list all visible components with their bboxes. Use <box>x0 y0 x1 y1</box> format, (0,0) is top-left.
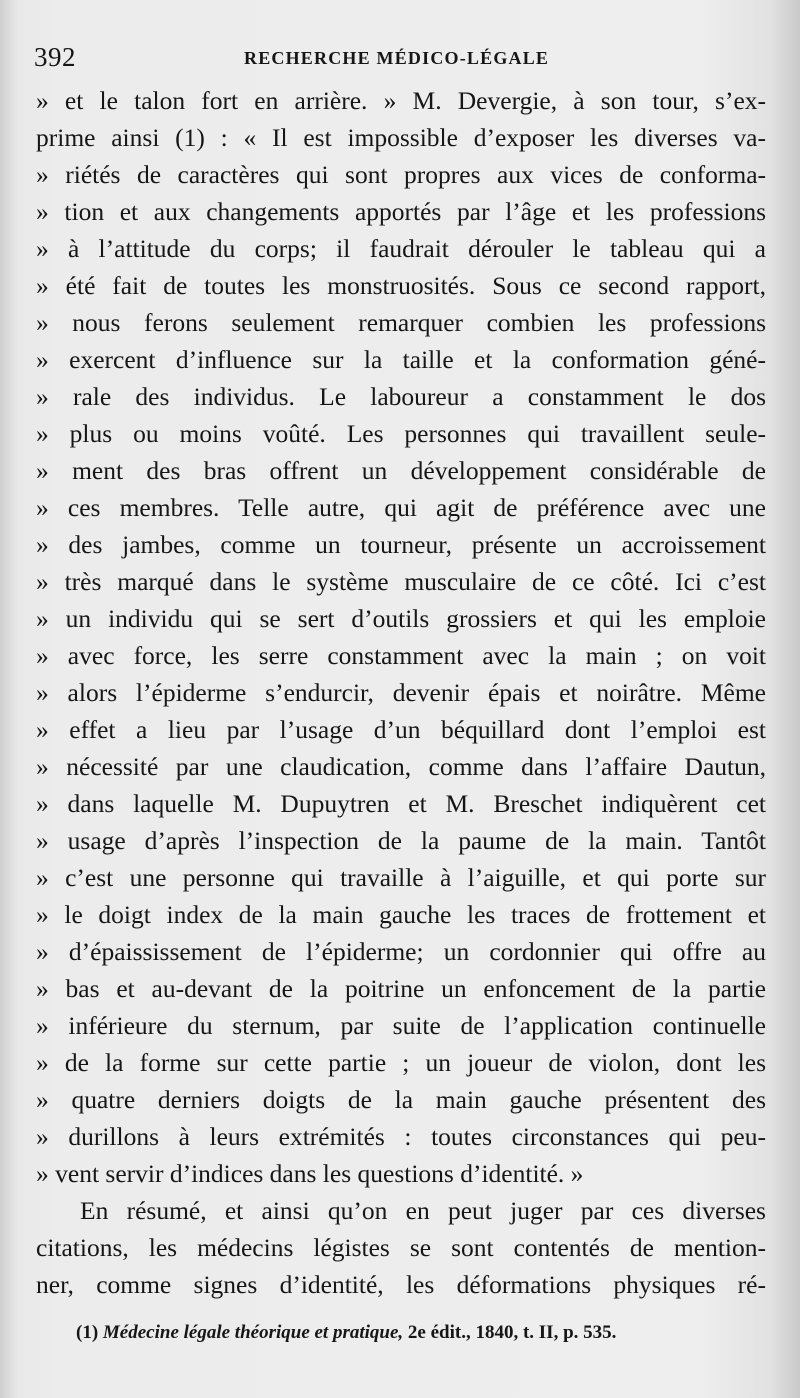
footnote-title: Médecine légale théorique et pratique, <box>102 1322 404 1343</box>
text-line: » durillons à leurs extrémités : toutes circonstances qui peu- <box>36 1122 766 1151</box>
text-line: prime ainsi (1) : « Il est impossible d’exposer les diverses va- <box>36 123 766 152</box>
text-line: » et le talon fort en arrière. » M. Devergie, à son tour, s’ex- <box>36 86 766 115</box>
text-line: » des jambes, comme un tourneur, présente un accroissement <box>36 530 766 559</box>
text-line: » c’est une personne qui travaille à l’aiguille, et qui porte sur <box>36 863 766 892</box>
text-line: ner, comme signes d’identité, les déformations physiques ré- <box>36 1270 766 1299</box>
text-line: » ces membres. Telle autre, qui agit de préférence avec une <box>36 493 766 522</box>
text-line: citations, les médecins légistes se sont contentés de mention- <box>36 1233 766 1262</box>
text-line: » inférieure du sternum, par suite de l’application continuelle <box>36 1011 766 1040</box>
footnote <box>76 1318 776 1348</box>
text-line: » rale des individus. Le laboureur a constamment le dos <box>36 382 766 411</box>
text-line: » été fait de toutes les monstruosités. Sous ce second rapport, <box>36 271 766 300</box>
text-line: » de la forme sur cette partie ; un joueur de violon, dont les <box>36 1048 766 1077</box>
text-line: » bas et au-devant de la poitrine un enfoncement de la partie <box>36 974 766 1003</box>
text-line: » exercent d’influence sur la taille et la conformation géné- <box>36 345 766 374</box>
text-line: » quatre derniers doigts de la main gauche présentent des <box>36 1085 766 1114</box>
text-line: » ment des bras offrent un développement considérable de <box>36 456 766 485</box>
paragraph-start-line: En résumé, et ainsi qu’on en peut juger par ces diverses <box>80 1196 766 1225</box>
footnote-details: 2e édit., 1840, t. II, p. 535. <box>407 1322 617 1343</box>
text-line: » usage d’après l’inspection de la paume de la main. Tantôt <box>36 826 766 855</box>
text-line: » plus ou moins voûté. Les personnes qui travaillent seule- <box>36 419 766 448</box>
text-line: » nécessité par une claudication, comme dans l’affaire Dautun, <box>36 752 766 781</box>
text-line: » à l’attitude du corps; il faudrait dérouler le tableau qui a <box>36 234 766 263</box>
page-number: 392 <box>34 42 76 72</box>
text-line: » tion et aux changements apportés par l’âge et les professions <box>36 197 766 226</box>
text-line: » vent servir d’indices dans les questions d’identité. » <box>36 1159 584 1188</box>
running-head: RECHERCHE MÉDICO-LÉGALE <box>244 48 550 68</box>
text-line: » nous ferons seulement remarquer combien les professions <box>36 308 766 337</box>
page-header <box>34 40 774 80</box>
text-line: » un individu qui se sert d’outils grossiers et qui les emploie <box>36 604 766 633</box>
text-line: » alors l’épiderme s’endurcir, devenir épais et noirâtre. Même <box>36 678 766 707</box>
text-line: » dans laquelle M. Dupuytren et M. Breschet indiquèrent cet <box>36 789 766 818</box>
text-line: » effet a lieu par l’usage d’un béquillard dont l’emploi est <box>36 715 766 744</box>
text-line: » très marqué dans le système musculaire de ce côté. Ici c’est <box>36 567 766 596</box>
body-text <box>36 82 766 1303</box>
text-line: » avec force, les serre constamment avec la main ; on voit <box>36 641 766 670</box>
footnote-marker: (1) <box>76 1322 99 1343</box>
text-line: » riétés de caractères qui sont propres aux vices de conforma- <box>36 160 766 189</box>
text-line: » le doigt index de la main gauche les traces de frottement et <box>36 900 766 929</box>
text-line: » d’épaississement de l’épiderme; un cordonnier qui offre au <box>36 937 766 966</box>
